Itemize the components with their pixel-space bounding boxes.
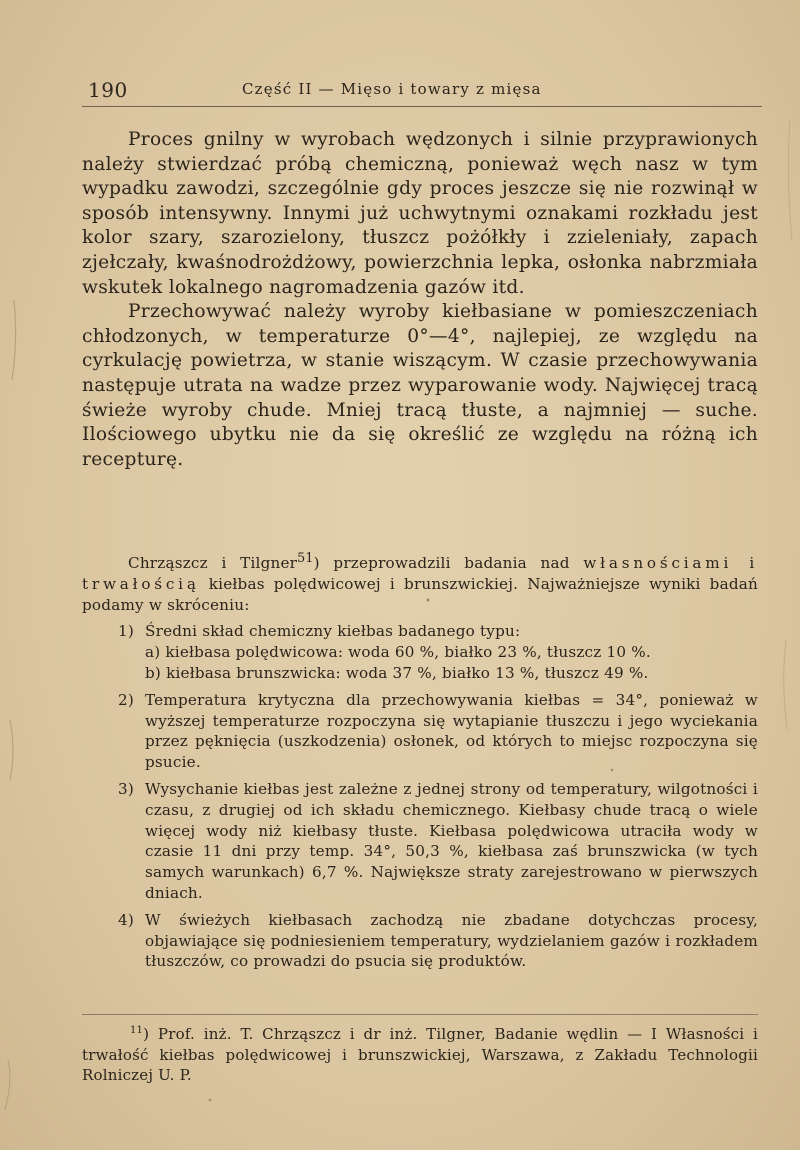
findings-list — [82, 621, 758, 972]
paragraph: Przechowywać należy wyroby kiełbasiane w pomieszczeniach chłodzonych, w temperaturze 0°—4°, najlepiej, ze względu na cyrkulację powietrza, w stanie wiszącym. W czasie przechowywania następuje utrata na wadze przez wyparowanie wody. Najwięcej tracą świeże wyroby chude. Mniej tracą tłuste, a najmniej — suche. Ilościowego ubytku nie da się określić ze względu na różną ich recepturę. — [82, 301, 758, 470]
running-header — [82, 76, 762, 107]
list-number: 4) — [118, 910, 134, 929]
list-number: 2) — [118, 690, 134, 709]
page-number: 190 — [88, 78, 128, 102]
running-title: Część II — Mięso i towary z mięsa — [242, 80, 542, 98]
list-text: Średni skład chemiczny kiełbas badanego typu: — [145, 622, 521, 641]
sub-list-item: a) kiełbasa polędwicowa: woda 60 %, białko 23 %, tłuszcz 10 %. — [145, 643, 651, 662]
list-text: Temperatura krytyczna dla przechowywania kiełbas = 34°, ponieważ w wyższej temperaturze rozpoczyna się wytapianie tłuszczu i jego wyciekania przez pęknięcia (uszkodzenia) osłonek, od których to miejsc rozpoczyna się psucie. — [145, 690, 758, 772]
list-text: W świeżych kiełbasach zachodzą nie zbadane dotychczas procesy, objawiające się podniesieniem temperatury, wydzielaniem gazów i rozkładem tłuszczów, co prowadzi do psucia się produktów. — [145, 910, 758, 971]
list-text: Wysychanie kiełbas jest zależne z jednej strony od temperatury, wilgotności i czasu, z drugiej od ich składu chemicznego. Kiełbasy chude tracą o wiele więcej wody niż kiełbasy tłuste. Kiełbasa polędwicowa utraciła wody w czasie 11 dni przy temp. 34°, 50,3 %, kiełbasa zaś brunszwicka (w tych samych warunkach) 6,7 %. Największe straty zarejestrowano w pierwszych dniach. — [145, 780, 758, 903]
sub-list — [145, 642, 758, 684]
footnote — [82, 1014, 758, 1086]
emphasized-text: własnościami i trwałością — [82, 554, 759, 593]
study-intro: Chrząszcz i Tilgner$^{51}$) przeprowadzili badania nad własnościami i trwałością kiełbas polędwicowej i brunszwickiej. Najważniejsze wyniki badań podamy w skróceniu: — [82, 550, 759, 614]
main-text — [82, 128, 758, 472]
list-number: 3) — [118, 780, 134, 799]
study-authors: Chrząszcz i Tilgner — [128, 554, 298, 573]
sub-list-item: b) kiełbasa brunszwicka: woda 37 %, białko 13 %, tłuszcz 49 %. — [145, 664, 649, 683]
study-summary — [82, 548, 758, 978]
list-item — [82, 779, 758, 904]
list-item — [82, 621, 758, 683]
footnote-text: $^{11}$) Prof. inż. T. Chrząszcz i dr inż. Tilgner, Badanie wędlin — I Własności i trwałość kiełbas polędwicowej i brunszwickiej, Warszawa, z Zakładu Technologii Rolniczej U. P. — [82, 1025, 758, 1084]
list-number: 1) — [118, 622, 134, 641]
list-item — [82, 690, 758, 773]
footnote-reference: 51 — [297, 550, 314, 565]
list-item — [82, 910, 758, 972]
footnote-mark: 11 — [130, 1025, 144, 1036]
paragraph: Proces gnilny w wyrobach wędzonych i silnie przyprawionych należy stwierdzać próbą chemiczną, ponieważ węch nasz w tym wypadku zawodzi, szczególnie gdy proces jeszcze się nie rozwinął w sposób intensywny. Innymi już uchwytnymi oznakami rozkładu jest kolor szary, szarozielony, tłuszcz pożółkły i zzieleniały, zapach zjełczały, kwaśnodrożdżowy, powierzchnia lepka, osłonka nabrzmiała wskutek lokalnego nagromadzenia gazów itd. — [82, 129, 758, 298]
